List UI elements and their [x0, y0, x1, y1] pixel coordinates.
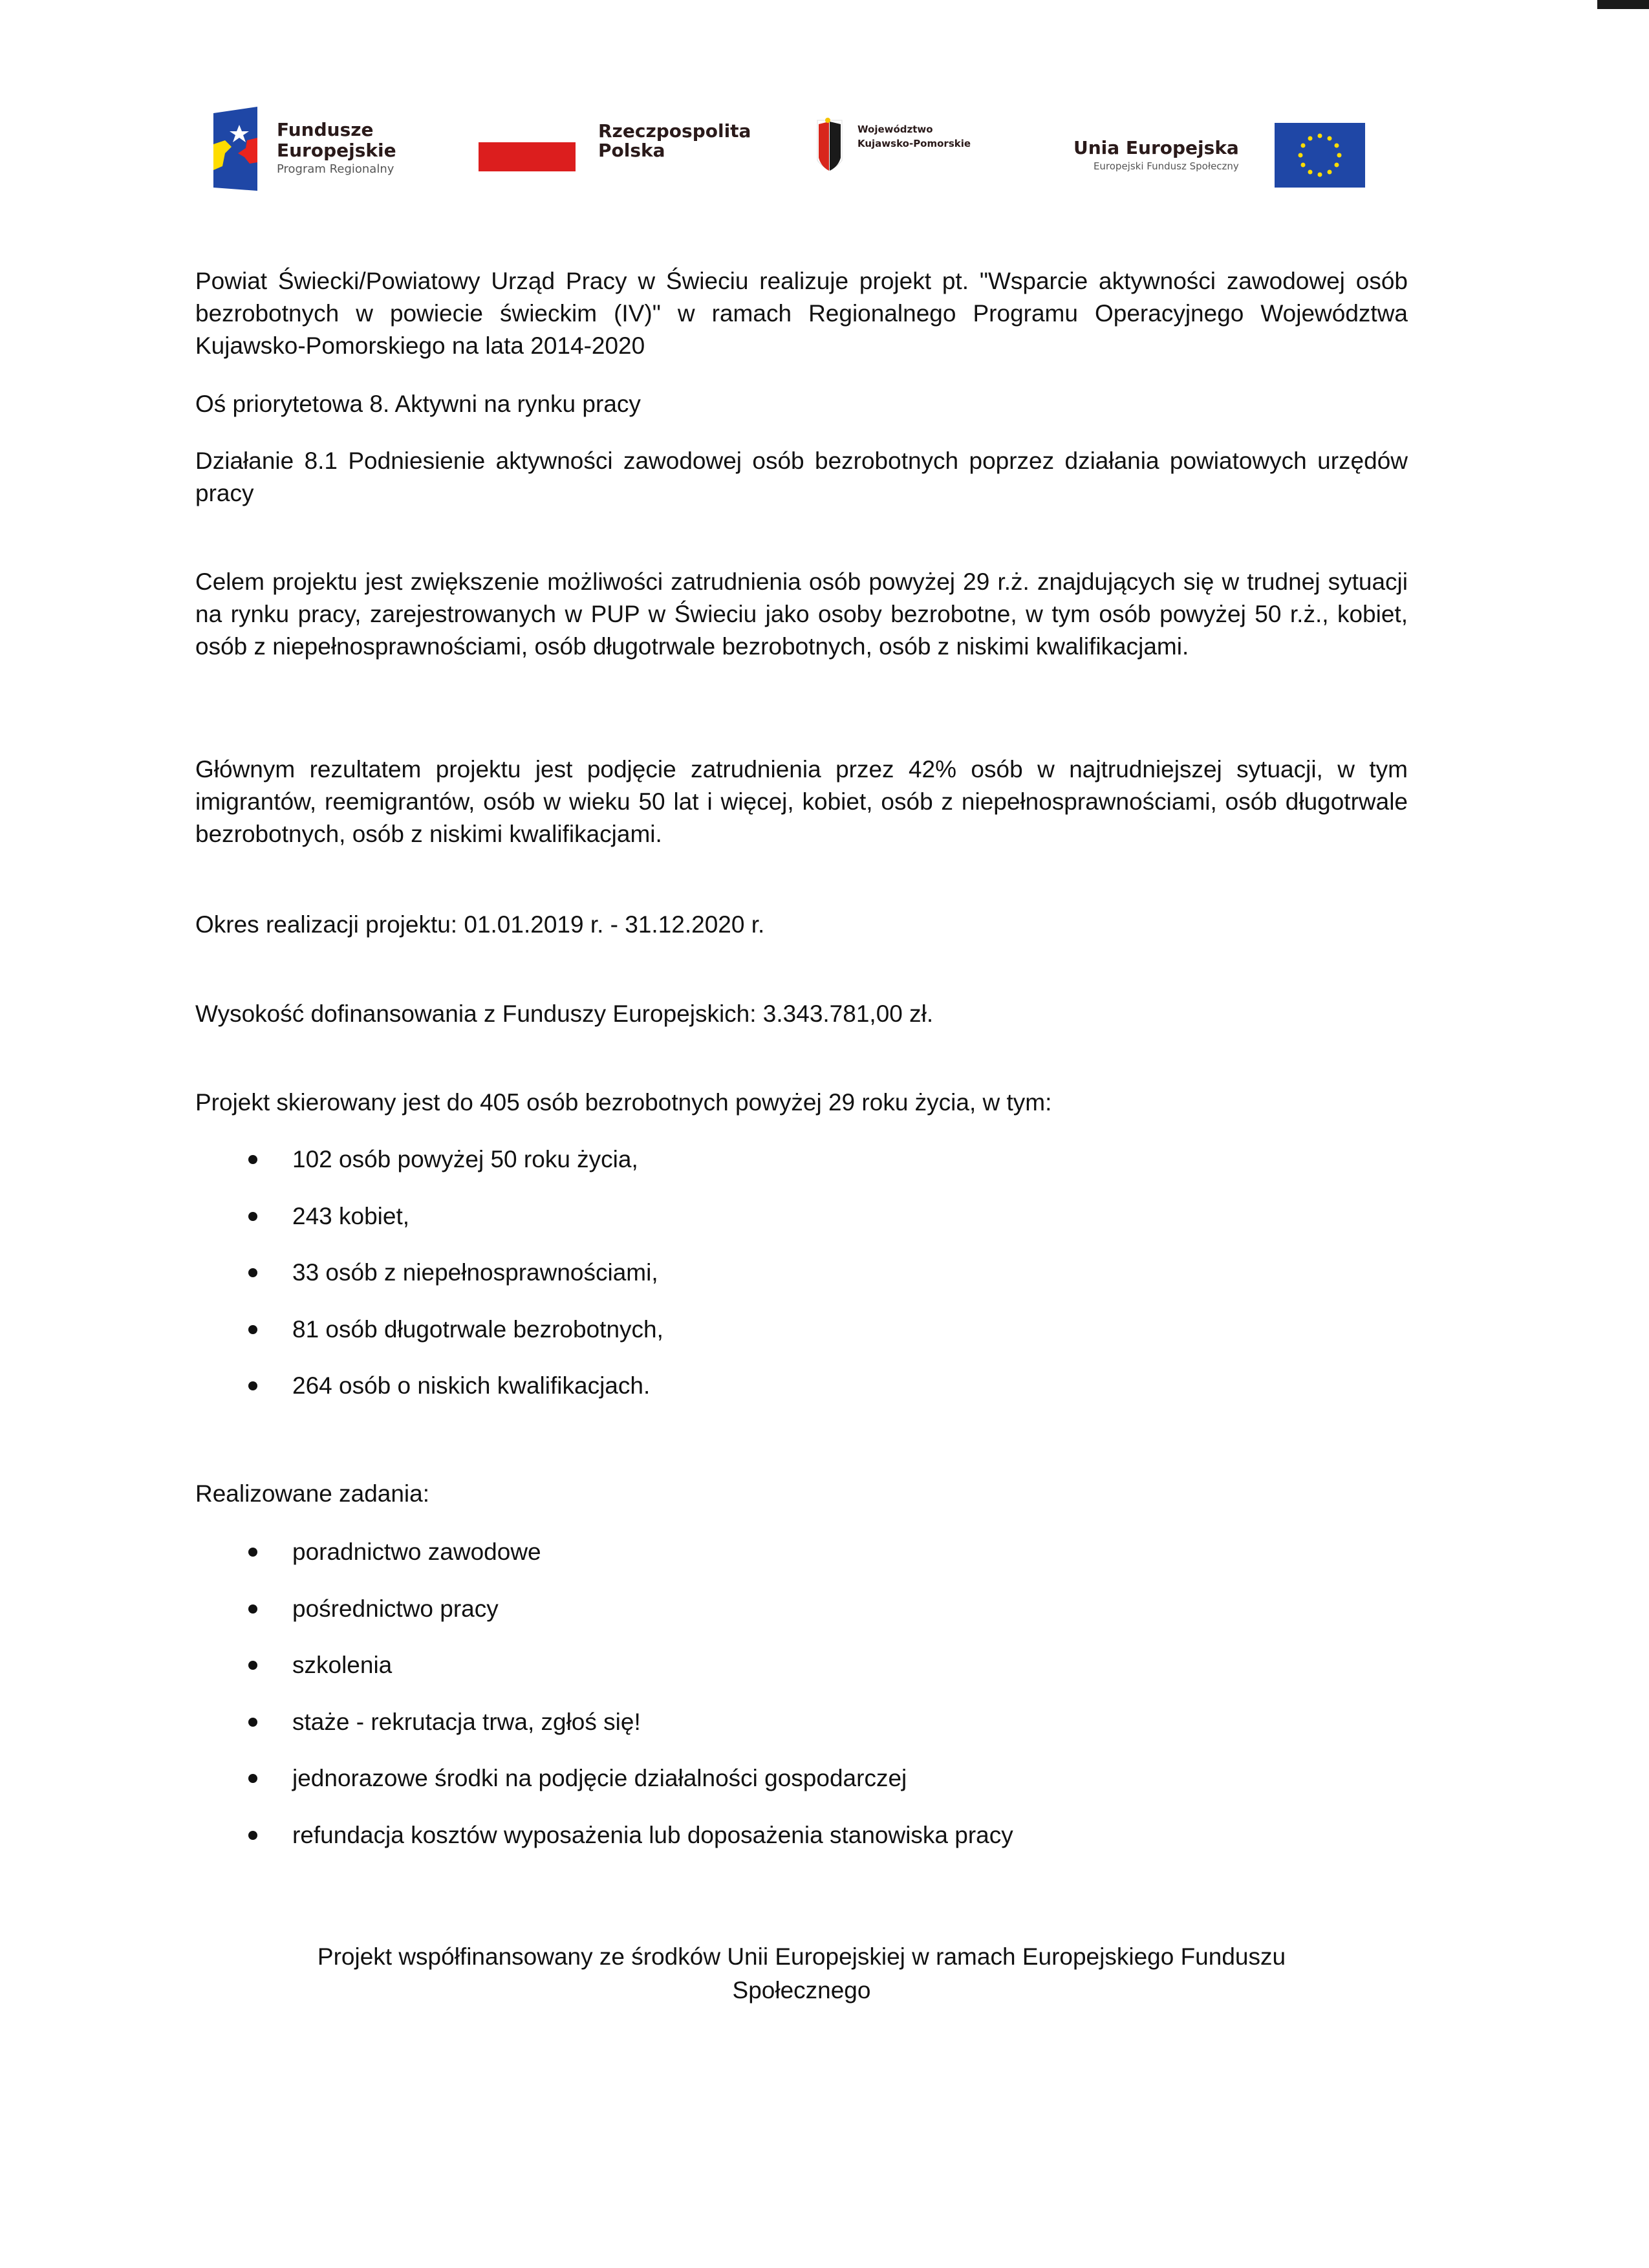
ue-line2: Europejski Fundusz Społeczny — [1093, 160, 1239, 172]
list-item — [195, 1706, 1013, 1763]
list-item — [195, 1370, 663, 1427]
footer-note — [195, 1940, 1408, 2007]
polska-line2: Polska — [598, 139, 665, 161]
bullet-icon — [248, 1381, 257, 1390]
eu-star-icon — [1327, 136, 1331, 141]
tasks-list — [195, 1536, 1013, 1875]
bullet-icon — [248, 1604, 257, 1614]
list-item-text: 33 osób z niepełnosprawnościami, — [292, 1259, 658, 1286]
eu-flag-icon — [1275, 123, 1365, 188]
bullet-icon — [248, 1718, 257, 1727]
intro-paragraph: Powiat Świecki/Powiatowy Urząd Pracy w Świeciu realizuje projekt pt. "Wsparcie aktywności zawodowej osób bezrobotnych w powiecie świeckim (IV)" w ramach Regionalnego Programu Operacyjnego Województwa Kujawsko-Pomorskiego na lata 2014-2020 — [195, 268, 1408, 359]
eu-star-icon — [1327, 169, 1331, 174]
fundusze-line2: Europejskie — [277, 140, 396, 161]
list-item-text: staże - rekrutacja trwa, zgłoś się! — [292, 1708, 641, 1735]
period-text: Okres realizacji projektu: 01.01.2019 r. - 31.12.2020 r. — [195, 911, 765, 938]
coat-of-arms-icon — [816, 115, 843, 177]
list-item-text: szkolenia — [292, 1652, 393, 1678]
list-item — [195, 1819, 1013, 1876]
eu-star-icon — [1300, 163, 1305, 167]
list-item — [195, 1200, 663, 1257]
fundusze-line3: Program Regionalny — [277, 162, 394, 176]
list-item-text: poradnictwo zawodowe — [292, 1539, 541, 1565]
bullet-icon — [248, 1212, 257, 1221]
eu-star-icon — [1337, 153, 1341, 158]
bullet-icon — [248, 1774, 257, 1783]
eu-star-icon — [1308, 169, 1312, 174]
fundusze-europejskie-emblem-icon — [213, 107, 257, 191]
list-item-text: 264 osób o niskich kwalifikacjach. — [292, 1372, 651, 1399]
rzeczpospolita-polska-logo — [479, 110, 751, 171]
list-item-text: pośrednictwo pracy — [292, 1595, 499, 1622]
eu-star-icon — [1317, 134, 1322, 138]
bullet-icon — [248, 1831, 257, 1840]
eu-star-icon — [1317, 173, 1322, 177]
footer-line2: Społecznego — [732, 1977, 871, 2003]
eu-star-icon — [1334, 163, 1339, 167]
scan-edge-mark — [1597, 0, 1649, 9]
list-item-text: 243 kobiet, — [292, 1202, 410, 1229]
list-item-text: 81 osób długotrwale bezrobotnych, — [292, 1315, 663, 1343]
list-item-text: refundacja kosztów wyposażenia lub doposażenia stanowiska pracy — [292, 1821, 1013, 1848]
action-paragraph: Działanie 8.1 Podniesienie aktywności zawodowej osób bezrobotnych poprzez działania powiatowych urzędów pracy — [195, 448, 1408, 506]
list-item-text: jednorazowe środki na podjęcie działalności gospodarczej — [292, 1765, 907, 1791]
eu-star-icon — [1334, 144, 1339, 148]
bullet-icon — [248, 1325, 257, 1334]
bullet-icon — [248, 1155, 257, 1164]
tasks-heading: Realizowane zadania: — [195, 1480, 430, 1507]
wojewodztwo-line1: Województwo — [857, 123, 933, 135]
list-item — [195, 1143, 663, 1200]
wojewodztwo-line2: Kujawsko-Pomorskie — [857, 137, 971, 149]
eu-star-icon — [1300, 144, 1305, 148]
fundusze-europejskie-logo — [213, 107, 396, 191]
list-item — [195, 1762, 1013, 1819]
target-intro: Projekt skierowany jest do 405 osób bezrobotnych powyżej 29 roku życia, w tym: — [195, 1089, 1052, 1116]
result-paragraph: Głównym rezultatem projektu jest podjęcie zatrudnienia przez 42% osób w najtrudniejszej sytuacji, w tym imigrantów, reemigrantów, osób w wieku 50 lat i więcej, kobiet, osób z niepełnosprawnościami, osób długotrwale bezrobotnych, osób z niskimi kwalifikacjami. — [195, 756, 1408, 847]
bullet-icon — [248, 1268, 257, 1277]
eu-star-icon — [1308, 136, 1312, 141]
footer-line1: Projekt współfinansowany ze środków Unii Europejskiej w ramach Europejskiego Funduszu — [317, 1943, 1286, 1970]
ue-line1: Unia Europejska — [1073, 137, 1239, 158]
wojewodztwo-kujawsko-pomorskie-logo — [816, 115, 971, 177]
list-item — [195, 1313, 663, 1370]
polska-line1: Rzeczpospolita — [598, 120, 751, 142]
list-item — [195, 1257, 663, 1313]
list-item — [195, 1649, 1013, 1706]
target-groups-list — [195, 1143, 663, 1427]
bullet-icon — [248, 1661, 257, 1670]
priority-axis: Oś priorytetowa 8. Aktywni na rynku pracy — [195, 391, 641, 417]
polish-flag-icon — [479, 142, 576, 171]
logo-bar — [0, 103, 1649, 194]
goal-paragraph: Celem projektu jest zwiększenie możliwości zatrudnienia osób powyżej 29 r.ż. znajdujących się w trudnej sytuacji na rynku pracy, zarejestrowanych w PUP w Świeciu jako osoby bezrobotne, w tym osób powyżej 50 r.ż., kobiet, osób z niepełnosprawnościami, osób długotrwale bezrobotnych, osób z niskimi kwalifikacjami. — [195, 568, 1408, 660]
unia-europejska-logo — [1073, 123, 1365, 188]
list-item-text: 102 osób powyżej 50 roku życia, — [292, 1146, 638, 1172]
fundusze-line1: Fundusze — [277, 119, 374, 140]
bullet-icon — [248, 1548, 257, 1557]
list-item — [195, 1536, 1013, 1593]
funding-text: Wysokość dofinansowania z Funduszy Europejskich: 3.343.781,00 zł. — [195, 1000, 934, 1027]
eu-star-icon — [1298, 153, 1302, 158]
list-item — [195, 1593, 1013, 1650]
